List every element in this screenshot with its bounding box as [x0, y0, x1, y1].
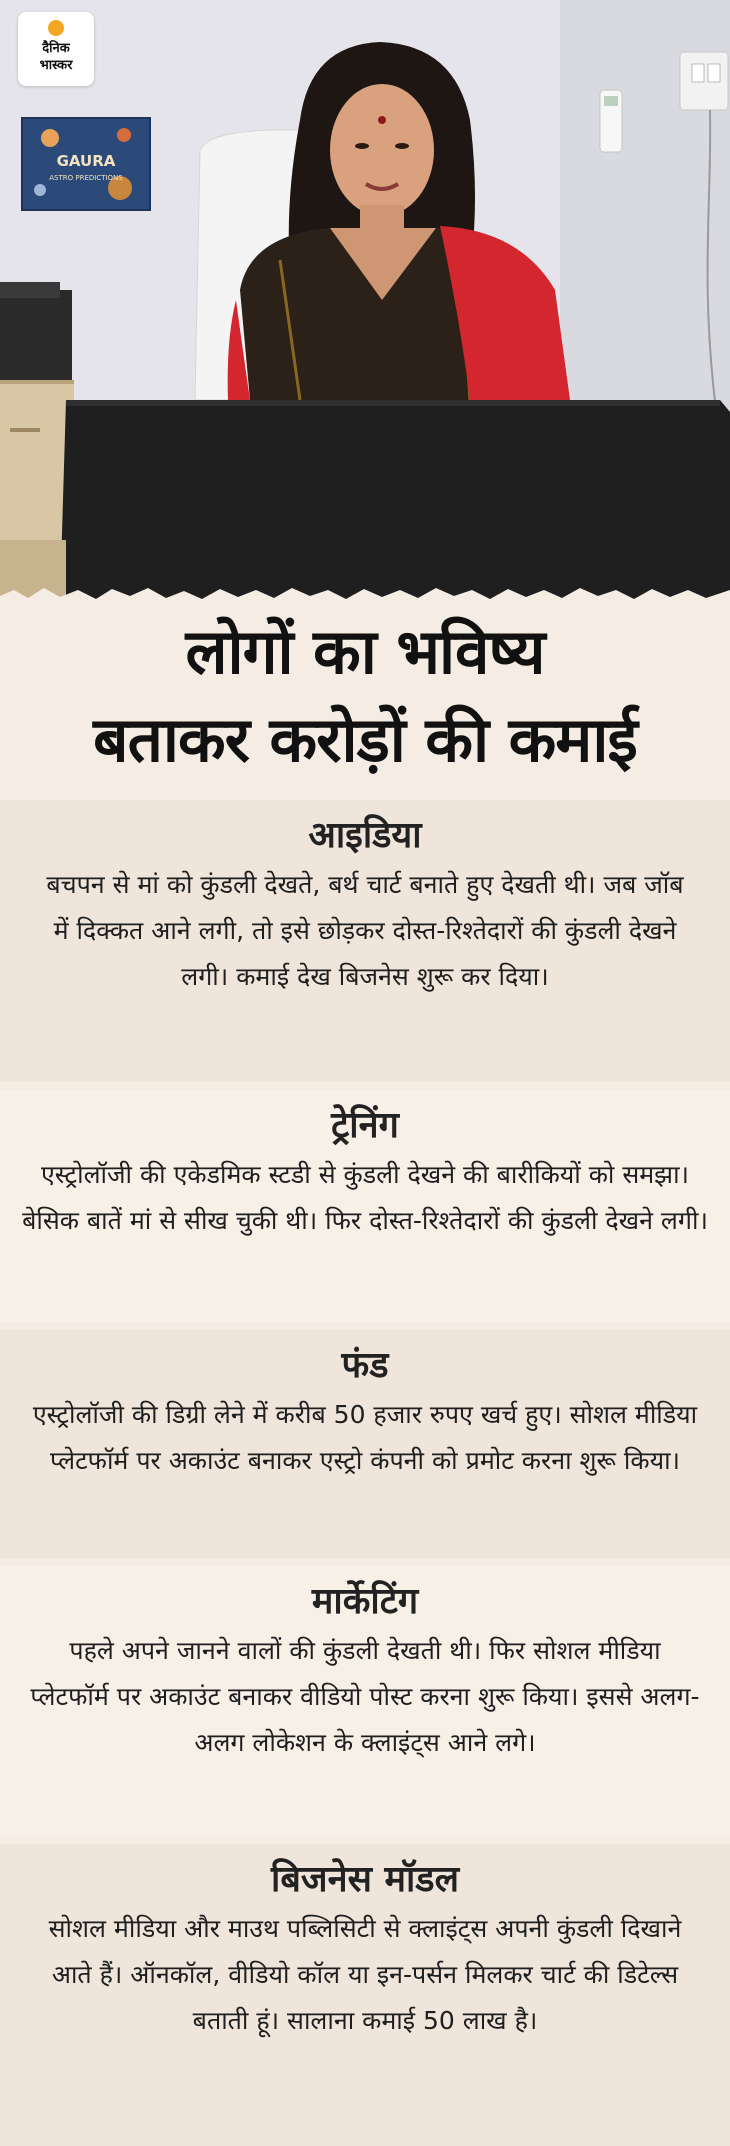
- poster-subtitle: ASTRO PREDICTIONS: [49, 174, 123, 182]
- sun-icon: [48, 20, 64, 36]
- astro-poster: [22, 118, 150, 210]
- section-heading: मार्केटिंग: [311, 1581, 419, 1622]
- person-face: [330, 84, 434, 216]
- logo-text: [18, 40, 94, 74]
- section-business-model: [0, 1844, 730, 2146]
- section-body: बचपन से मां को कुंडली देखते, बर्थ चार्ट बनाते हुए देखती थी। जब जॉब में दिक्कत आने लगी, तो इसे छोड़कर दोस्त-रिश्तेदारों की कुंडली देखने लगी। कमाई देख बिजनेस शुरू कर दिया।: [46, 870, 684, 991]
- section-body: एस्ट्रोलॉजी की एकेडमिक स्टडी से कुंडली देखने की बारीकियों को समझा। बेसिक बातें मां से सीख चुकी थी। फिर दोस्त-रिश्तेदारों की कुंडली देखने लगी।: [22, 1160, 708, 1235]
- section-heading: ट्रेनिंग: [331, 1105, 399, 1146]
- section-idea: [0, 800, 730, 1082]
- headline: [0, 608, 730, 784]
- hero-photo: [0, 0, 730, 600]
- section-marketing: [0, 1566, 730, 1836]
- poster-title: GAURA: [56, 152, 116, 170]
- section-heading: आइडिया: [308, 815, 422, 856]
- logo-line-1: दैनिक: [42, 41, 70, 56]
- section-body: पहले अपने जानने वालों की कुंडली देखती थी। फिर सोशल मीडिया प्लेटफॉर्म पर अकाउंट बनाकर वीडियो पोस्ट करना शुरू किया। इससे अलग-अलग लोकेशन के क्लाइंट्स आने लगे।: [30, 1636, 700, 1757]
- section-heading: बिजनेस मॉडल: [271, 1859, 459, 1900]
- headline-line-2: बताकर करोड़ों की कमाई: [93, 703, 637, 776]
- logo-line-2: भास्कर: [39, 58, 73, 73]
- monitor: [60, 400, 730, 600]
- dainik-bhaskar-logo: [18, 12, 94, 86]
- section-body: एस्ट्रोलॉजी की डिग्री लेने में करीब 50 हजार रुपए खर्च हुए। सोशल मीडिया प्लेटफॉर्म पर अकाउंट बनाकर एस्ट्रो कंपनी को प्रमोट करना शुरू किया।: [32, 1400, 698, 1475]
- section-fund: [0, 1330, 730, 1558]
- printer: [0, 290, 72, 380]
- section-heading: फंड: [341, 1345, 389, 1386]
- section-body: सोशल मीडिया और माउथ पब्लिसिटी से क्लाइंट्स अपनी कुंडली दिखाने आते हैं। ऑनकॉल, वीडियो कॉल या इन-पर्सन मिलकर चार्ट की डिटेल्स बताती हूं। सालाना कमाई 50 लाख है।: [48, 1914, 682, 2035]
- section-training: [0, 1090, 730, 1322]
- headline-line-1: लोगों का भविष्य: [185, 615, 545, 688]
- office-illustration: [0, 0, 730, 600]
